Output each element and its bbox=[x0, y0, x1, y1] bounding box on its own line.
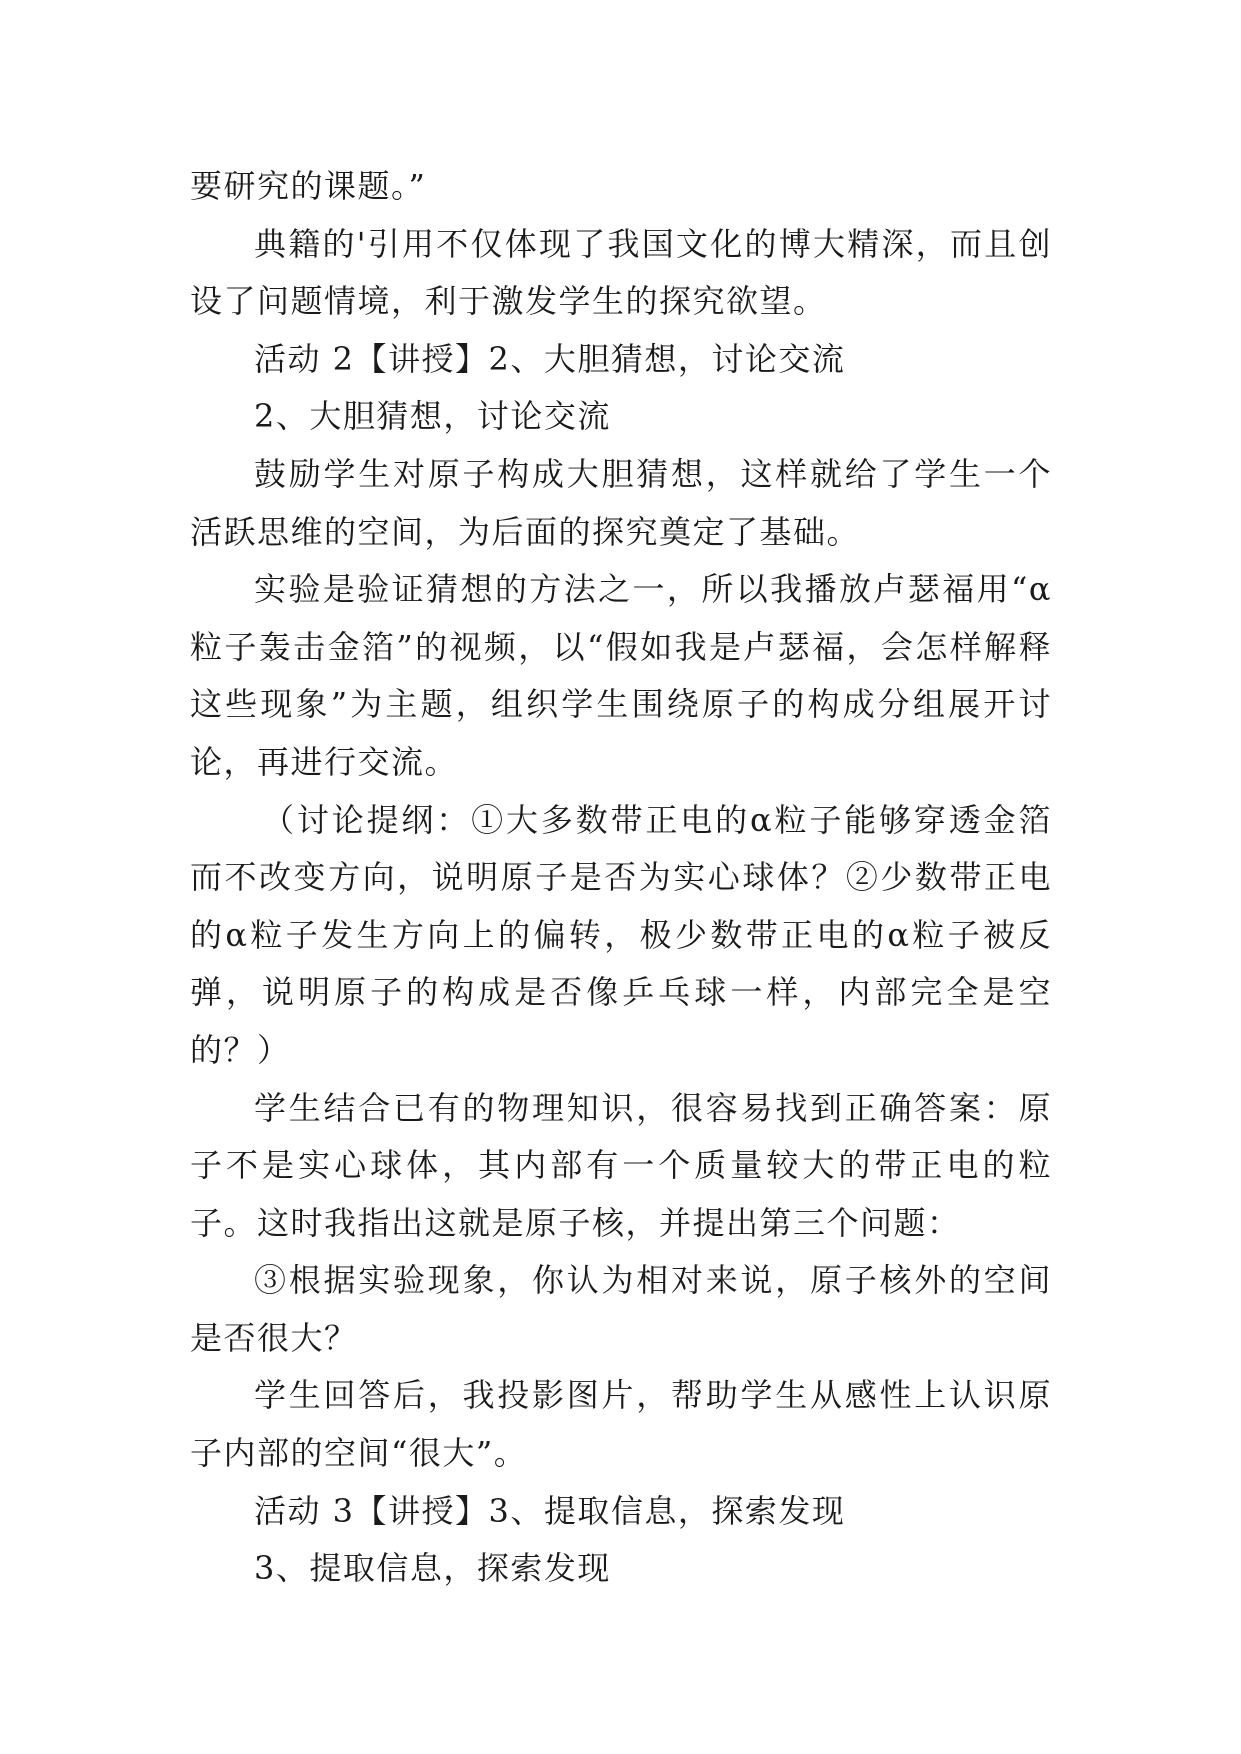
paragraph-2: 典籍的'引用不仅体现了我国文化的博大精深，而且创设了问题情境，利于激发学生的探究欲望。 bbox=[190, 224, 1052, 321]
question-3: ③根据实验现象，你认为相对来说，原子核外的空间是否很大？ bbox=[190, 1261, 1052, 1357]
activity-3-heading: 活动 3【讲授】3、提取信息，探索发现 bbox=[254, 1491, 846, 1530]
discussion-outline: （讨论提纲：①大多数带正电的α粒子能够穿透金箔而不改变方向，说明原子是否为实心球体？②少数带正电的α粒子发生方向上的偏转，极少数带正电的α粒子被反弹，说明原子的构成是否像乒乓球一样，内部完全是空的？） bbox=[190, 800, 1052, 1069]
paragraph-4: 实验是验证猜想的方法之一，所以我播放卢瑟福用“α粒子轰击金箔”的视频，以“假如我是卢瑟福，会怎样解释这些现象”为主题，组织学生围绕原子的构成分组展开讨论，再进行交流。 bbox=[190, 570, 1052, 781]
document-body bbox=[190, 158, 1052, 1598]
paragraph-6: 学生回答后，我投影图片，帮助学生从感性上认识原子内部的空间“很大”。 bbox=[190, 1376, 1052, 1473]
paragraph-1: 要研究的课题。” bbox=[190, 167, 427, 205]
paragraph-3: 鼓励学生对原子构成大胆猜想，这样就给了学生一个活跃思维的空间，为后面的探究奠定了基础。 bbox=[190, 454, 1052, 551]
section-2-heading: 2、大胆猜想，讨论交流 bbox=[254, 397, 611, 436]
activity-2-heading: 活动 2【讲授】2、大胆猜想，讨论交流 bbox=[254, 339, 846, 378]
section-3-heading: 3、提取信息，探索发现 bbox=[254, 1549, 611, 1588]
paragraph-5: 学生结合已有的物理知识，很容易找到正确答案：原子不是实心球体，其内部有一个质量较大的带正电的粒子。这时我指出这就是原子核，并提出第三个问题： bbox=[190, 1088, 1052, 1242]
